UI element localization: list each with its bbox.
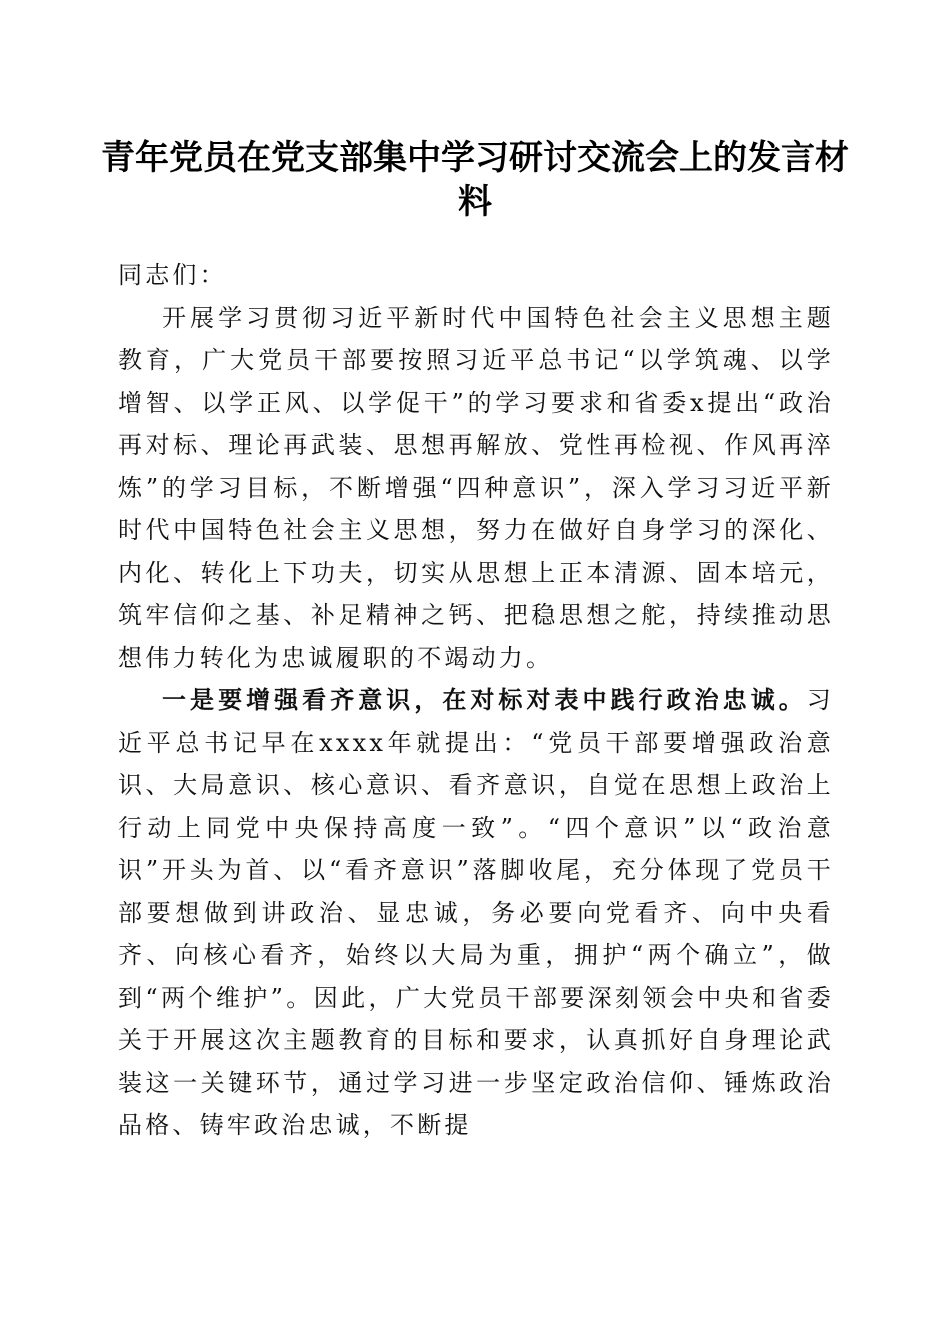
paragraph-intro: 开展学习贯彻习近平新时代中国特色社会主义思想主题教育，广大党员干部要按照习近平总书记“以学筑魂、以学增智、以学正风、以学促干”的学习要求和省委x提出“政治再对标、理论再武装、思想再解放、党性再检视、作风再淬炼”的学习目标，不断增强“四种意识”，深入学习习近平新时代中国特色社会主义思想，努力在做好自身学习的深化、内化、转化上下功夫，切实从思想上正本清源、固本培元，筑牢信仰之基、补足精神之钙、把稳思想之舵，持续推动思想伟力转化为忠诚履职的不竭动力。 [118,303,834,672]
paragraph-lead-sentence: 一是要增强看齐意识，在对标对表中践行政治忠诚。 [162,685,807,714]
salutation: 同志们： [118,261,227,289]
document-body [118,254,834,1147]
paragraph-body-text: 习近平总书记早在xxxx年就提出：“党员干部要增强政治意识、大局意识、核心意识、看齐意识，自觉在思想上政治上行动上同党中央保持高度一致”。“四个意识”以“政治意识”开头为首、以“看齐意识”落脚收尾，充分体现了党员干部要想做到讲政治、显忠诚，务必要向党看齐、向中央看齐、向核心看齐，始终以大局为重，拥护“两个确立”，做到“两个维护”。因此，广大党员干部要深刻领会中央和省委关于开展这次主题教育的目标和要求，认真抓好自身理论武装这一关键环节，通过学习进一步坚定政治信仰、锤炼政治品格、铸牢政治忠诚，不断提 [118,686,834,1139]
paragraph-first-point [118,679,834,1147]
document-title: 青年党员在党支部集中学习研讨交流会上的发言材料 [101,138,849,222]
